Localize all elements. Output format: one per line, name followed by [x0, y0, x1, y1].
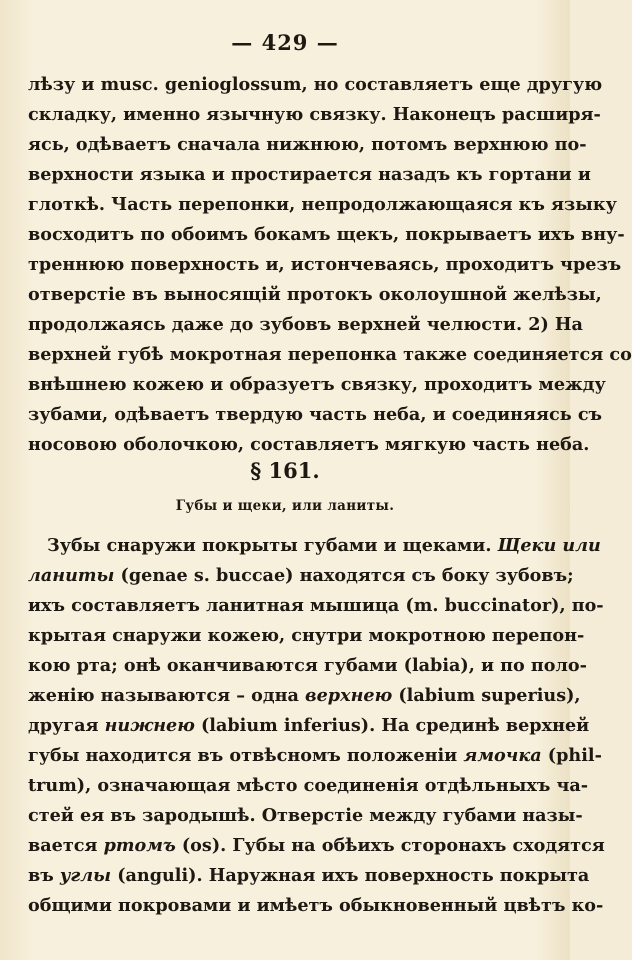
italic-term: ланиты: [28, 565, 115, 586]
text-line: trum), означающая мѣсто соединенія отдѣльныхъ ча-: [28, 775, 589, 796]
text-line: носовою оболочкою, составляетъ мягкую часть неба.: [28, 434, 590, 455]
text-line: общими покровами и имѣетъ обыкновенный цвѣтъ ко-: [28, 895, 604, 916]
text-line: складку, именно язычную связку. Наконецъ расширя-: [28, 104, 601, 125]
text-line: восходитъ по обоимъ бокамъ щекъ, покрываетъ ихъ вну-: [28, 224, 625, 245]
text-line: другая нижнею (labium inferius). На срединѣ верхней: [28, 715, 590, 736]
text-line: въ углы (anguli). Наружная ихъ поверхность покрыта: [28, 865, 590, 886]
text-line: лѣзу и musc. genioglossum, но составляетъ еще другую: [28, 74, 603, 95]
section-title: Губы и щеки, или ланиты.: [175, 498, 395, 514]
text-line: крытая снаружи кожею, снутри мокротною перепон-: [28, 625, 585, 646]
text-line: ланиты (genae s. buccae) находятся съ боку зубовъ;: [28, 565, 574, 586]
text-line: глоткѣ. Часть перепонки, непродолжающаяся къ языку: [28, 194, 617, 215]
italic-term: углы: [59, 865, 112, 886]
text-line: продолжаясь даже до зубовъ верхней челюсти. 2) На: [28, 314, 583, 335]
text-line: стей ея въ зародышѣ. Отверстіе между губами назы-: [28, 805, 583, 826]
page-number: — 429 —: [231, 30, 339, 55]
text-line: верхности языка и простирается назадъ къ гортани и: [28, 164, 591, 185]
italic-term: Щеки или: [497, 535, 601, 556]
paragraph-1: [28, 70, 632, 460]
text-line: женію называются – одна верхнею (labium superius),: [28, 685, 581, 706]
text-line: отверстіе въ выносящій протокъ околоушной желѣзы,: [28, 284, 602, 305]
text-line: вается ртомъ (os). Губы на обѣихъ сторонахъ сходятся: [28, 835, 605, 856]
italic-term: нижнею: [104, 715, 195, 736]
text-line: губы находится въ отвѣсномъ положеніи ямочка (phil-: [28, 745, 602, 766]
text-line: зубами, одѣваетъ твердую часть неба, и соединяясь съ: [28, 404, 603, 425]
italic-term: ртомъ: [103, 835, 176, 856]
italic-term: верхнею: [305, 685, 393, 706]
text-line: верхней губѣ мокротная перепонка также соединяется со: [28, 344, 632, 365]
section-number: § 161.: [250, 458, 320, 483]
text-line: ихъ составляетъ ланитная мышица (m. buccinator), по-: [28, 595, 604, 616]
italic-term: ямочка: [463, 745, 542, 766]
paragraph-2: [28, 531, 605, 921]
text-line: кою рта; онѣ оканчиваются губами (labia), и по поло-: [28, 655, 587, 676]
text-line: внѣшнею кожею и образуетъ связку, проходитъ между: [28, 374, 606, 395]
text-line: Зубы снаружи покрыты губами и щеками. Щеки или: [47, 535, 601, 556]
text-line: треннюю поверхность и, истончеваясь, проходитъ чрезъ: [28, 254, 622, 275]
text-line: ясь, одѣваетъ сначала нижнюю, потомъ верхнюю по-: [28, 134, 587, 155]
